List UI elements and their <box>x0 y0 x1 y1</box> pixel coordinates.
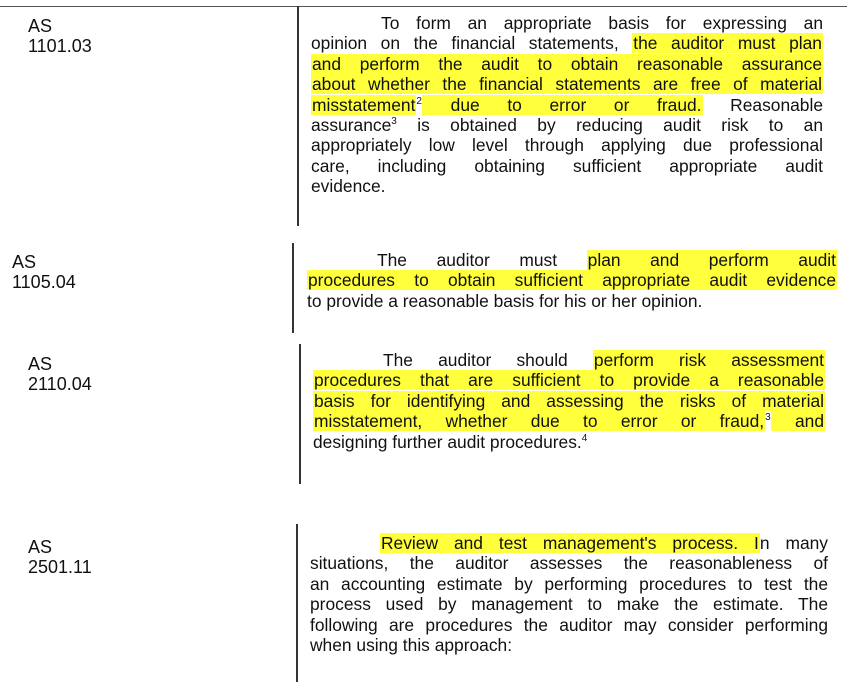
text-line <box>311 176 823 196</box>
text-run: process used by management to make the estimate. The <box>310 594 828 615</box>
section-reference: AS 2501.11 <box>28 537 92 577</box>
text-line <box>313 432 825 452</box>
highlighted-text: about whether the financial statements are free of material <box>312 74 822 95</box>
highlighted-text: the auditor must plan <box>633 33 822 54</box>
text-line <box>307 291 837 311</box>
text-line <box>311 54 823 74</box>
text-line <box>307 270 837 290</box>
text-line <box>311 13 823 33</box>
text-line <box>311 135 823 155</box>
section-body <box>310 533 828 655</box>
column-divider <box>292 243 294 333</box>
text-run: Reasonable <box>702 94 824 115</box>
text-line <box>311 156 823 176</box>
text-run: an accounting estimate by performing procedures to test the <box>310 573 828 594</box>
text-run: designing further audit procedures. <box>313 431 582 452</box>
highlighted-text: misstatement <box>312 94 416 115</box>
text-run: The auditor must <box>377 250 587 270</box>
highlighted-text: Review and test management's process. I <box>381 533 759 553</box>
column-divider <box>296 524 298 682</box>
text-line <box>311 74 823 94</box>
text-line <box>310 635 828 655</box>
section-body <box>311 13 823 197</box>
text-line <box>310 574 828 594</box>
text-run: evidence. <box>311 176 386 197</box>
section-body <box>307 250 837 311</box>
text-run: situations, the auditor assesses the reasonableness of <box>310 553 828 574</box>
text-run: appropriately low level through applying due professional <box>311 135 823 156</box>
highlighted-text: procedures to obtain sufficient appropriate audit evidence <box>308 270 836 291</box>
footnote-marker: 4 <box>581 432 588 444</box>
text-line <box>313 411 825 431</box>
highlighted-text: and perform the audit to obtain reasonable assurance <box>312 53 822 74</box>
text-run: To form an appropriate basis for expressing an <box>381 13 823 33</box>
text-run: opinion on the financial statements, <box>311 33 633 54</box>
footnote-marker: 2 <box>416 95 422 107</box>
text-line <box>313 391 825 411</box>
text-line <box>313 370 825 390</box>
highlighted-text: plan and perform audit <box>587 250 836 270</box>
highlighted-text: procedures that are sufficient to provide a reasonable <box>314 370 824 391</box>
top-rule <box>0 6 847 7</box>
section-reference: AS 1105.04 <box>12 252 76 292</box>
highlighted-text: perform risk assessment <box>593 350 824 370</box>
section-reference: AS 2110.04 <box>28 354 92 394</box>
text-run: following are procedures the auditor may consider performing <box>310 614 828 635</box>
text-run: to provide a reasonable basis for his or her opinion. <box>307 290 703 311</box>
text-line <box>311 115 823 135</box>
highlighted-text: basis for identifying and assessing the risks of material <box>314 390 824 411</box>
text-line <box>311 33 823 53</box>
footnote-marker: 3 <box>765 412 771 424</box>
text-run: care, including obtaining sufficient appropriate audit <box>311 155 823 176</box>
text-run: n many <box>759 533 828 553</box>
text-line <box>310 533 828 553</box>
text-line <box>310 615 828 635</box>
section-body <box>313 350 825 452</box>
section-reference: AS 1101.03 <box>28 16 92 56</box>
text-line <box>307 250 837 270</box>
text-run: The auditor should <box>383 350 593 370</box>
column-divider <box>299 344 301 484</box>
column-divider <box>297 6 299 226</box>
text-line <box>313 350 825 370</box>
highlighted-text: and <box>771 411 824 432</box>
text-line <box>310 553 828 573</box>
text-run: when using this approach: <box>310 635 513 656</box>
footnote-marker: 3 <box>391 116 397 128</box>
text-line <box>311 95 823 115</box>
text-run: assurance <box>311 115 392 136</box>
highlighted-text: misstatement, whether due to error or fraud, <box>314 411 765 432</box>
text-line <box>310 594 828 614</box>
text-run: is obtained by reducing audit risk to an <box>396 115 823 136</box>
highlighted-text: due to error or fraud. <box>422 94 702 115</box>
